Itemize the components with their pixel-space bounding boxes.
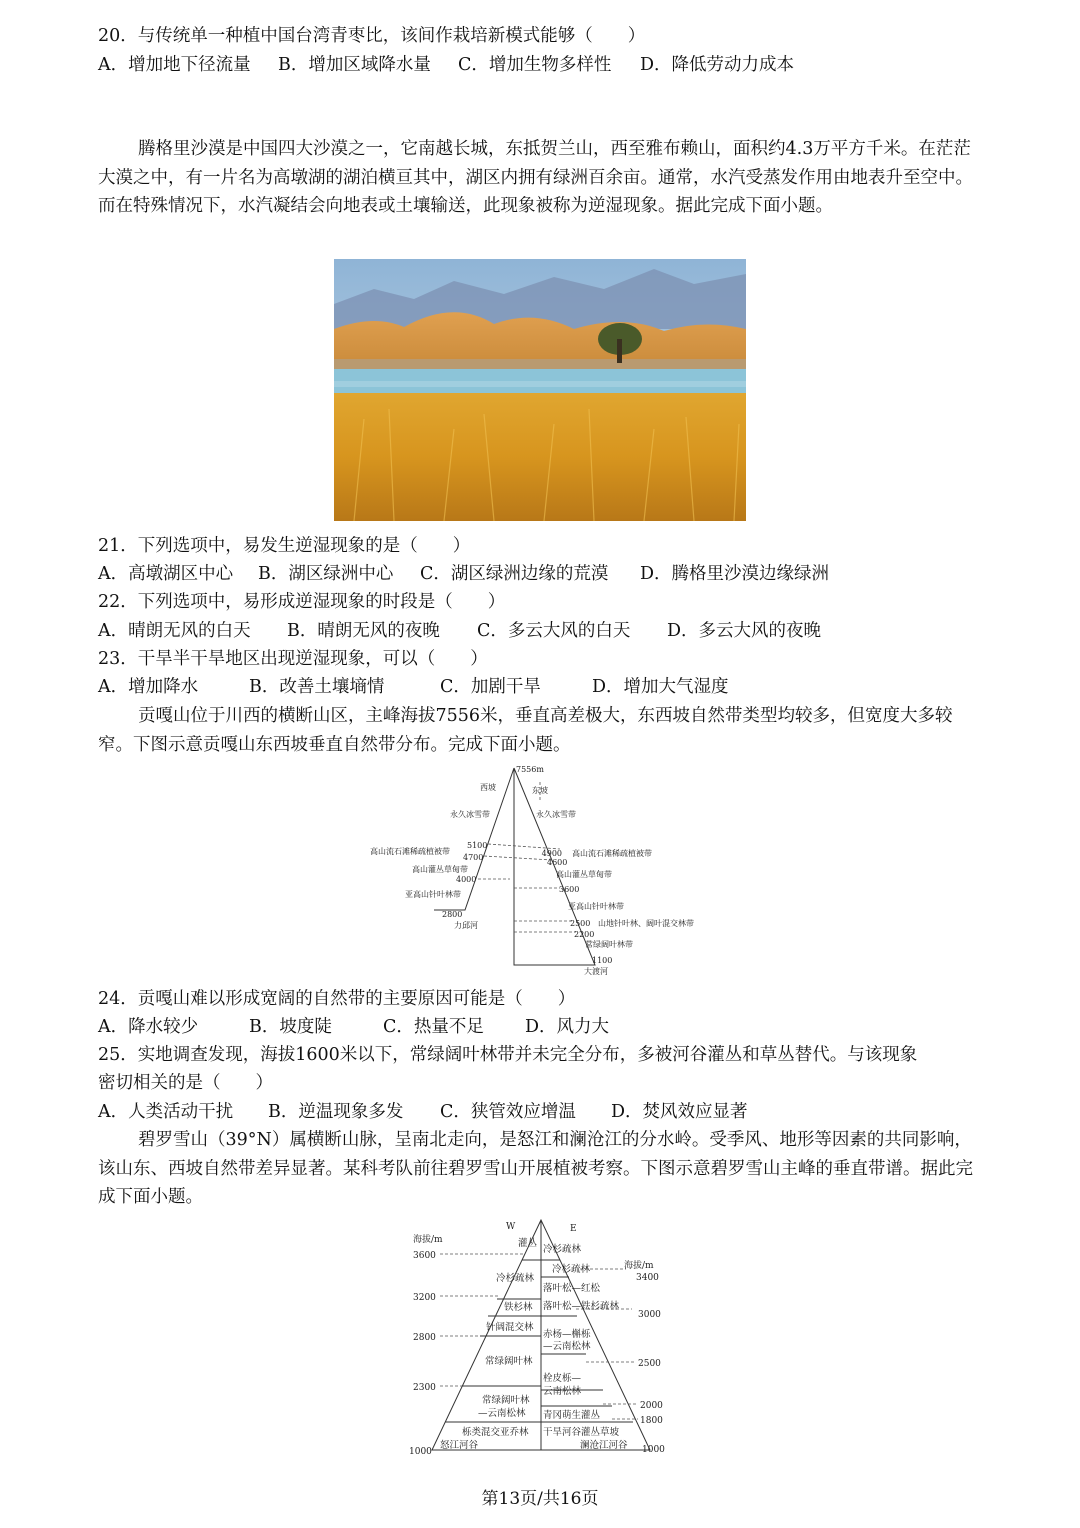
gongga-west-zone-1: 永久冰雪带 [450,810,490,819]
gongga-west-slope-line [434,768,514,910]
q24-option-d: D．风力大 [525,1017,610,1037]
gongga-east-zone-6: 常绿阔叶林带 [585,940,633,949]
gongga-west-elev-3: 4000 [456,875,477,884]
gongga-east-river: 大渡河 [584,967,608,976]
biluo-west-zone-3: 针阔混交林 [486,1322,534,1333]
biluo-west-zone-4: 常绿阔叶林 [485,1356,533,1367]
desert-lake-photo [334,259,746,521]
gongga-east-slope-label: 东坡 [532,786,548,795]
q22-option-b: B．晴朗无风的夜晚 [287,621,440,641]
q23-option-c: C．加剧干旱 [440,677,541,697]
biluo-east-zone-3: 落叶松—红松 [543,1283,601,1294]
gongga-vertical-zonation-diagram [360,760,730,982]
gongga-east-zone-2: 高山流石滩稀疏植被带 [572,849,652,858]
gongga-east-elev-1: 4900 [541,849,562,858]
biluo-east-direction: E [570,1224,577,1234]
biluo-east-tick-2500: 2500 [638,1359,661,1369]
q20-option-c: C．增加生物多样性 [458,55,612,75]
biluo-vertical-spectrum-diagram [400,1214,680,1460]
biluo-west-tick-3600: 3600 [413,1251,436,1261]
biluo-west-zone-6: —云南松林 [478,1408,526,1419]
gongga-east-elev-4: 2500 [570,919,591,928]
biluo-west-tick-2800: 2800 [413,1333,436,1343]
passage-biluo [98,1126,982,1212]
gongga-west-zone-2: 高山流石滩稀疏植被带 [370,847,450,856]
q21-option-a: A．高墩湖区中心 [98,564,234,584]
gongga-east-zone-3: 高山灌丛草甸带 [556,870,612,879]
q25-option-d: D．焚风效应显著 [611,1102,748,1122]
q21-option-b: B．湖区绿洲中心 [258,564,394,584]
q21-option-d: D．腾格里沙漠边缘绿洲 [640,564,830,584]
biluo-west-zone-5: 常绿阔叶林 [482,1395,530,1406]
q21-stem: 21．下列选项中，易发生逆湿现象的是（ ） [98,536,471,556]
gongga-east-elev-2: 4600 [547,858,568,867]
gongga-west-slope-label: 西坡 [480,783,496,792]
gongga-west-zone-3: 高山灌丛草甸带 [412,865,468,874]
biluo-east-tick-3400: 3400 [636,1273,659,1283]
passage-gongga [98,702,982,759]
q22-option-a: A．晴朗无风的白天 [98,621,251,641]
biluo-east-zone-10: 干旱河谷灌丛草坡 [543,1427,620,1438]
passage-tengger-text: 腾格里沙漠是中国四大沙漠之一，它南越长城，东抵贺兰山，西至雅布赖山，面积约4.3万平方千米。在茫茫大漠之中，有一片名为高墩湖的湖泊横亘其中，湖区内拥有绿洲百余亩。通常，水汽受蒸发作用由地表升至空中。而在特殊情况下，水汽凝结会向地表或土壤输送，此现象被称为逆湿现象。据此完成下面小题。 [98,139,973,216]
gongga-west-zone-4: 亚高山针叶林带 [405,890,461,899]
biluo-west-tick-2300: 2300 [413,1383,436,1393]
biluo-east-tick-1800: 1800 [640,1416,663,1426]
gongga-east-elev-6: 1100 [592,956,613,965]
biluo-east-tick-3000: 3000 [638,1310,661,1320]
biluo-east-tick-2000: 2000 [640,1401,663,1411]
q25-stem-line2: 密切相关的是（ ） [98,1073,273,1093]
q25-option-c: C．狭管效应增温 [440,1102,576,1122]
q21-option-c: C．湖区绿洲边缘的荒漠 [420,564,609,584]
q22-option-c: C．多云大风的白天 [477,621,631,641]
gongga-west-river: 力邱河 [454,921,478,930]
gongga-peak-label: 7556m [516,765,544,774]
biluo-east-zone-6: —云南松林 [543,1341,591,1352]
q25-option-b: B．逆温现象多发 [268,1102,404,1122]
biluo-west-zone-1: 冷杉疏林 [496,1273,535,1284]
biluo-west-river: 怒江河谷 [440,1440,479,1451]
gongga-east-zone-5: 山地针叶林、阔叶混交林带 [598,919,694,928]
biluo-east-tick-1000: 1000 [642,1445,665,1455]
q22-option-d: D．多云大风的夜晚 [667,621,822,641]
biluo-east-zone-4: 落叶松—铁杉疏林 [543,1301,620,1312]
q22-stem: 22．下列选项中，易形成逆湿现象的时段是（ ） [98,592,506,612]
q24-option-b: B．坡度陡 [249,1017,332,1037]
biluo-east-zone-8: 云南松林 [543,1386,582,1397]
q20-stem: 20．与传统单一种植中国台湾青枣比，该间作栽培新模式能够（ ） [98,26,646,46]
q20-option-b: B．增加区域降水量 [278,55,431,75]
biluo-west-tick-3200: 3200 [413,1293,436,1303]
gongga-east-elev-3: 3600 [559,885,580,894]
passage-biluo-text: 碧罗雪山（39°N）属横断山脉，呈南北走向，是怒江和澜沧江的分水岭。受季风、地形等因素的共同影响，该山东、西坡自然带差异显著。某科考队前往碧罗雪山开展植被考察。下图示意碧罗雪山主峰的垂直带谱。据此完成下面小题。 [98,1130,973,1207]
biluo-west-axis-label: 海拔/m [413,1235,443,1245]
passage-tengger [98,135,982,221]
biluo-east-zone-7: 栓皮栎— [543,1373,582,1384]
biluo-west-zone-7: 栎类混交亚乔林 [462,1427,529,1438]
biluo-west-tick-1000: 1000 [409,1447,432,1457]
gongga-east-zone-1: 永久冰雪带 [536,810,576,819]
gongga-west-elev-4: 2800 [442,910,463,919]
biluo-west-zone-2: 铁杉林 [504,1302,533,1313]
q24-stem: 24．贡嘎山难以形成宽阔的自然带的主要原因可能是（ ） [98,989,576,1009]
q25-stem-line1: 25．实地调查发现，海拔1600米以下，常绿阔叶林带并未完全分布，多被河谷灌丛和草丛替代。与该现象 [98,1045,918,1065]
biluo-west-direction: W [506,1222,516,1232]
q24-option-a: A．降水较少 [98,1017,199,1037]
q23-option-d: D．增加大气湿度 [592,677,729,697]
q23-option-a: A．增加降水 [98,677,199,697]
gongga-east-elev-5: 2200 [574,930,595,939]
biluo-east-zone-1: 冷杉疏林 [543,1244,582,1255]
q25-option-a: A．人类活动干扰 [98,1102,234,1122]
biluo-east-zone-9: 青冈萌生灌丛 [543,1410,601,1421]
q23-option-b: B．改善土壤墒情 [249,677,385,697]
q20-option-a: A．增加地下径流量 [98,55,251,75]
biluo-east-zone-5: 赤杨—槲栎 [543,1329,591,1340]
passage-gongga-text: 贡嘎山位于川西的横断山区，主峰海拔7556米，垂直高差极大，东西坡自然带类型均较多，但宽度大多较窄。下图示意贡嘎山东西坡垂直自然带分布。完成下面小题。 [98,706,953,755]
q24-option-c: C．热量不足 [383,1017,484,1037]
gongga-west-elev-1: 5100 [467,841,488,850]
gongga-west-elev-2: 4700 [463,853,484,862]
q23-stem: 23．干旱半干旱地区出现逆湿现象，可以（ ） [98,649,488,669]
gongga-east-zone-4: 亚高山针叶林带 [568,902,624,911]
biluo-east-zone-2: 冷杉疏林 [552,1264,591,1275]
page-number: 第13页/共16页 [481,1489,599,1509]
q20-option-d: D．降低劳动力成本 [640,55,795,75]
biluo-east-river: 澜沧江河谷 [580,1440,628,1451]
biluo-east-axis-label: 海拔/m [624,1261,654,1271]
biluo-top-zone: 灌丛 [518,1238,538,1249]
